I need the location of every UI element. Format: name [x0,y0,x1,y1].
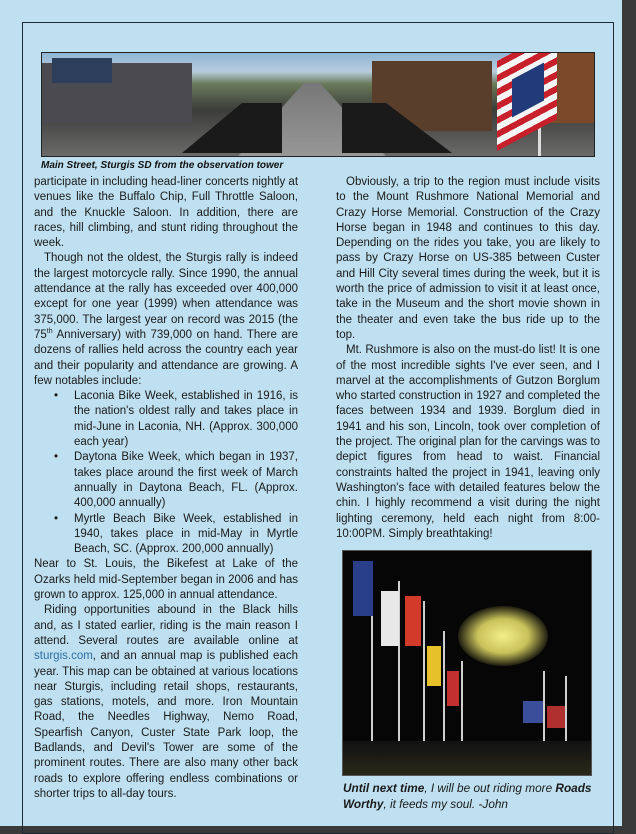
photo-flag [427,646,441,686]
photo-flag [353,561,373,616]
right-column [336,175,600,542]
photo-lit-monument [458,606,548,666]
paragraph-memorials: Obviously, a trip to the region must include visits to the Mount Rushmore National Memorial and Crazy Horse Memorial. Construction of the Crazy Horse began in 1948 and continues to this day. Depending on the rides you take, you are likely to pass by Crazy Horse on US-385 between Custer and Hill City several times during the week, but it is worth the price of admission to visit it at least once, take in the Museum and the short movie shown in the theater and even take the bus ride up to the top. [336,176,600,341]
closing-signoff: Until next time, I will be out riding more Roads Worthy, it feeds my soul. -John [343,781,592,811]
photo-caption: Main Street, Sturgis SD from the observation tower [41,160,284,171]
photo-flag [447,671,459,706]
paragraph-riding: Riding opportunities abound in the Black hills and, as I stated earlier, riding is the main reason I attend. Several routes are available online at sturgis.com, and an annual map is published each year. This map can be obtained at various locations near Sturgis, including retail shops, restaurants, gas stations, motels, and more. Iron Mountain Road, the Needles Highway, Nemo Road, Spearfish Canyon, Custer State Park loop, the Badlands, and Devil's Tower are some of the prominent routes. There are also many other back roads to explore offering endless combinations or shorter trips to all-day tours. [34,604,298,800]
photo-bikes-left [182,103,282,153]
photo-flag [405,596,421,646]
photo-flag [381,591,399,646]
paragraph-sturgis-rally: Though not the oldest, the Sturgis rally is indeed the largest motorcycle rally. Since 1990, the annual attendance at the rally has exceeded over 400,000 except for one year (1999) when attendance was 375,000. The largest year on record was 2015 (the 75th Anniversary) with 739,000 on hand. There are dozens of rallies held across the country each year and their popularity and attendance are growing. A few notables include: [34,252,298,387]
photo-flag [547,706,565,728]
photo-tent [52,58,112,83]
list-item: • Daytona Bike Week, which began in 1937, takes place around the first week of March annually in Daytona Beach, FL. (Approx. 400,000 annually) [74,450,298,511]
sturgis-link[interactable]: sturgis.com [34,650,93,663]
notable-rallies-list [34,389,298,557]
rushmore-night-photo [342,550,592,776]
list-item: • Myrtle Beach Bike Week, established in 1940, takes place in mid-May in Myrtle Beach, SC. (Approx. 200,000 annually) [74,512,298,558]
paragraph-events: participate in including head-liner concerts nightly at venues like the Buffalo Chip, Full Throttle Saloon, and the Knuckle Saloon. In addition, there are races, hill climbing, and stunt riding throughout the week. [34,176,299,250]
paragraph-ozarks: Near to St. Louis, the Bikefest at Lake of the Ozarks held mid-September began in 2006 and has grown to approx. 125,000 in annual attendance. [34,558,298,602]
photo-ground [343,741,592,776]
main-street-photo [41,52,595,157]
list-item: • Laconia Bike Week, established in 1916, is the nation's oldest rally and takes place in mid-June in Laconia, NH. (Approx. 300,000 each year) [74,389,298,450]
photo-flag [523,701,543,723]
left-column [34,175,298,802]
paragraph-rushmore: Mt. Rushmore is also on the must-do list! It is one of the most incredible sights I've ever seen, and I marvel at the accomplishments of Gutzon Borglum who started construction in 1927 and completed the faces between 1934 and 1939. Borglum died in 1941 and his son, Lincoln, took over completion of the project. The original plan for the carvings was to depict figures from head to waist. Financial constraints halted the project in 1941, leaving only Washington's face with detailed features below the chin. I highly recommend a visit during the night lighting ceremony, held each night from 8:00-10:00PM. Simply breathtaking! [336,344,600,540]
